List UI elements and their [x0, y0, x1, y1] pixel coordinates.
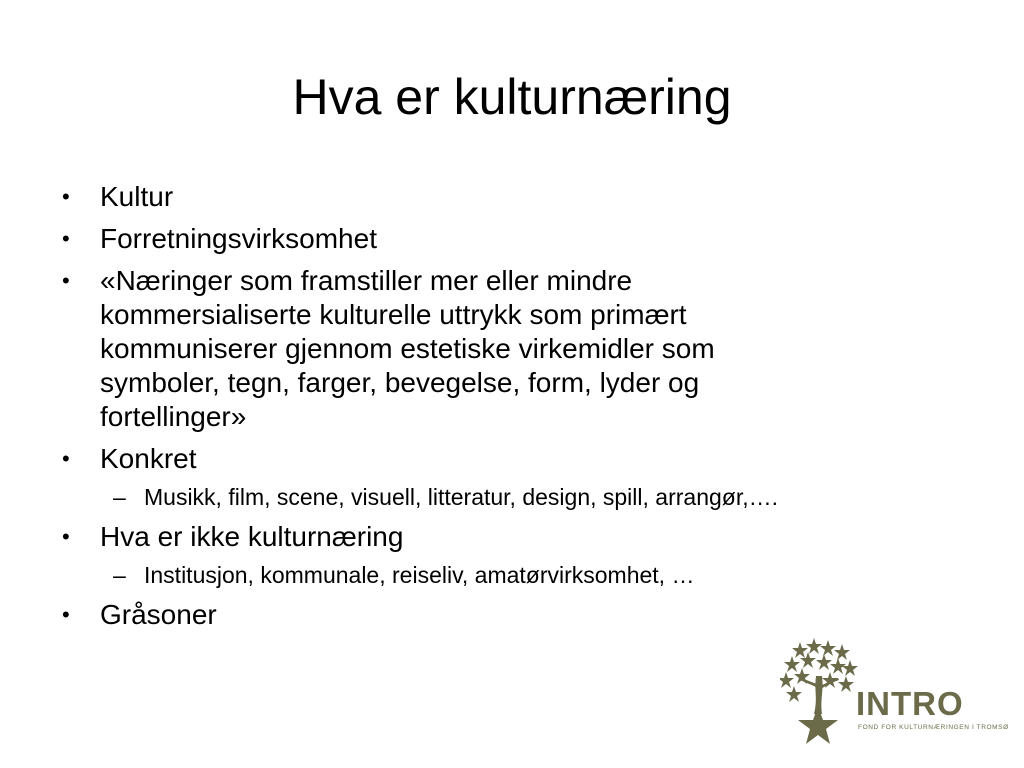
sub-bullet-text: Institusjon, kommunale, reiseliv, amatørvirksomhet, … [144, 562, 695, 588]
sub-bullet-item [58, 482, 958, 512]
bullet-item [58, 520, 958, 554]
bullet-marker: • [62, 184, 70, 209]
sub-bullet-text: Musikk, film, scene, visuell, litteratur, design, spill, arrangør,…. [144, 484, 778, 510]
sub-bullet-marker: – [113, 562, 126, 588]
bullet-list [58, 180, 958, 640]
bullet-text: Hva er ikke kulturnæring [100, 521, 404, 552]
sub-bullet-item [58, 560, 958, 590]
bullet-item [58, 598, 958, 632]
slide-title: Hva er kulturnæring [292, 69, 732, 125]
bullet-text: «Næringer som framstiller mer eller mindre kommersialiserte kulturelle uttrykk som primært kommuniserer gjennom estetiske virkemidler som symboler, tegn, farger, bevegelse, form, lyder og fortellinger» [100, 265, 715, 432]
bullet-marker: • [62, 268, 70, 293]
tree-of-stars-icon [780, 636, 860, 746]
bullet-item [58, 264, 958, 434]
bullet-text: Konkret [100, 443, 197, 474]
bullet-text: Gråsoner [100, 599, 217, 630]
bullet-marker: • [62, 446, 70, 471]
bullet-marker: • [62, 524, 70, 549]
bullet-item [58, 442, 958, 476]
sub-bullet-marker: – [113, 484, 126, 510]
logo-wordmark: INTRO [856, 685, 964, 722]
bullet-marker: • [62, 602, 70, 627]
bullet-item [58, 222, 958, 256]
logo-tagline: FOND FOR KULTURNÆRINGEN I TROMSØ [858, 724, 1009, 731]
bullet-text: Forretningsvirksomhet [100, 223, 377, 254]
intro-logo [780, 636, 1009, 746]
bullet-text: Kultur [100, 181, 174, 212]
bullet-marker: • [62, 226, 70, 251]
bullet-item [58, 180, 958, 214]
